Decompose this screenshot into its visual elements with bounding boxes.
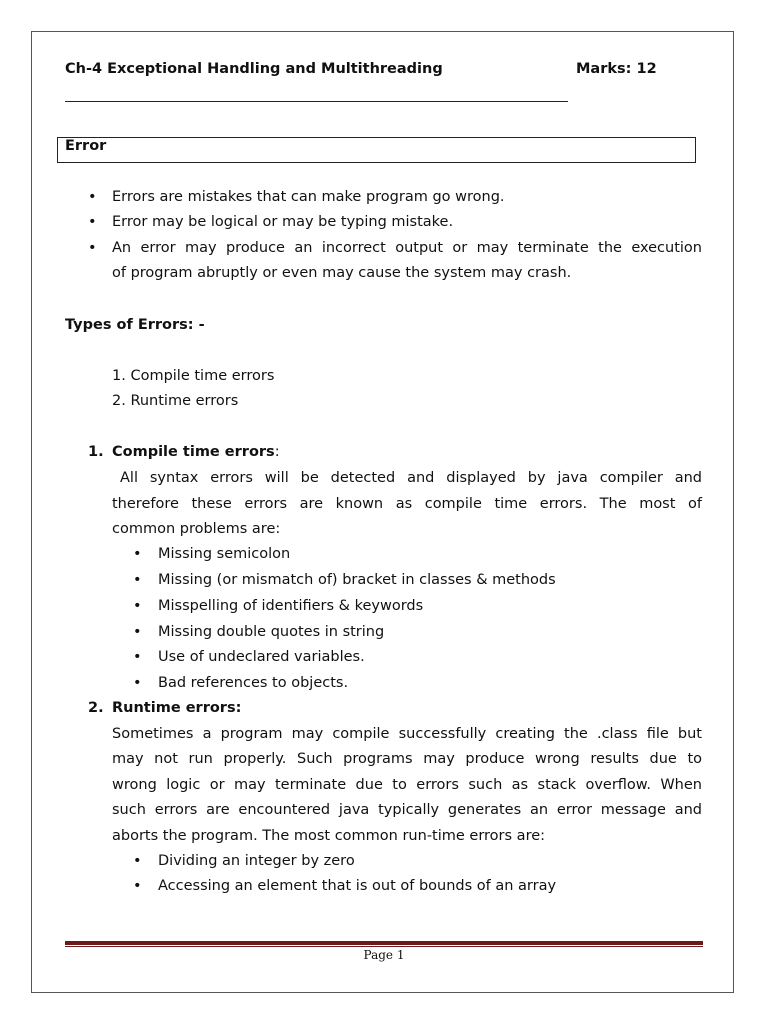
- list-item: Missing (or mismatch of) bracket in classes & methods: [158, 572, 556, 588]
- list-item-continuation: of program abruptly or even may cause the system may crash.: [112, 265, 572, 281]
- bullet-icon: •: [88, 189, 97, 205]
- runtime-para-line: aborts the program. The most common run-time errors are:: [112, 828, 546, 844]
- list-item: Bad references to objects.: [158, 675, 349, 691]
- list-item: Dividing an integer by zero: [158, 853, 355, 869]
- runtime-heading: Runtime errors:: [112, 700, 242, 716]
- list-item: Error may be logical or may be typing mistake.: [112, 214, 454, 230]
- compile-para-line: therefore these errors are known as compile time errors. The most of: [112, 496, 702, 512]
- compile-heading-wrap: [112, 443, 280, 461]
- footer-rule-thin: [65, 946, 703, 947]
- compile-colon: :: [274, 444, 280, 460]
- section-heading-error: Error: [65, 138, 107, 154]
- bullet-icon: •: [133, 649, 142, 665]
- compile-heading: Compile time errors: [112, 444, 275, 460]
- bullet-icon: •: [88, 214, 97, 230]
- page-number: Page 1: [363, 948, 405, 962]
- title-underline: [65, 101, 568, 102]
- runtime-para-line: wrong logic or may terminate due to errors such as stack overflow. When: [112, 777, 702, 793]
- list-item: Missing semicolon: [158, 546, 291, 562]
- runtime-para-line: such errors are encountered java typically generates an error message and: [112, 802, 702, 818]
- list-item: Accessing an element that is out of bounds of an array: [158, 878, 557, 894]
- bullet-icon: •: [133, 878, 142, 894]
- bullet-icon: •: [133, 546, 142, 562]
- compile-para-line: common problems are:: [112, 521, 281, 537]
- bullet-icon: •: [133, 598, 142, 614]
- list-item: Missing double quotes in string: [158, 624, 385, 640]
- types-heading: Types of Errors: -: [65, 317, 205, 333]
- types-item: 2. Runtime errors: [112, 393, 239, 409]
- list-item: Misspelling of identifiers & keywords: [158, 598, 424, 614]
- types-item: 1. Compile time errors: [112, 368, 275, 384]
- bullet-icon: •: [133, 572, 142, 588]
- runtime-para-line: may not run properly. Such programs may produce wrong results due to: [112, 751, 702, 767]
- compile-number: 1.: [88, 444, 104, 460]
- runtime-para-line: Sometimes a program may compile successfully creating the .class file but: [112, 726, 702, 742]
- runtime-number: 2.: [88, 700, 104, 716]
- bullet-icon: •: [133, 853, 142, 869]
- marks-label: Marks: 12: [576, 61, 657, 77]
- list-item: Use of undeclared variables.: [158, 649, 365, 665]
- document-title: Ch-4 Exceptional Handling and Multithreading: [65, 61, 443, 77]
- compile-para-line: All syntax errors will be detected and displayed by java compiler and: [120, 470, 702, 486]
- footer-rule-thick: [65, 941, 703, 945]
- bullet-icon: •: [133, 624, 142, 640]
- list-item: An error may produce an incorrect output or may terminate the execution: [112, 240, 702, 256]
- list-item: Errors are mistakes that can make program go wrong.: [112, 189, 505, 205]
- bullet-icon: •: [88, 240, 97, 256]
- section-box: [57, 137, 696, 163]
- bullet-icon: •: [133, 675, 142, 691]
